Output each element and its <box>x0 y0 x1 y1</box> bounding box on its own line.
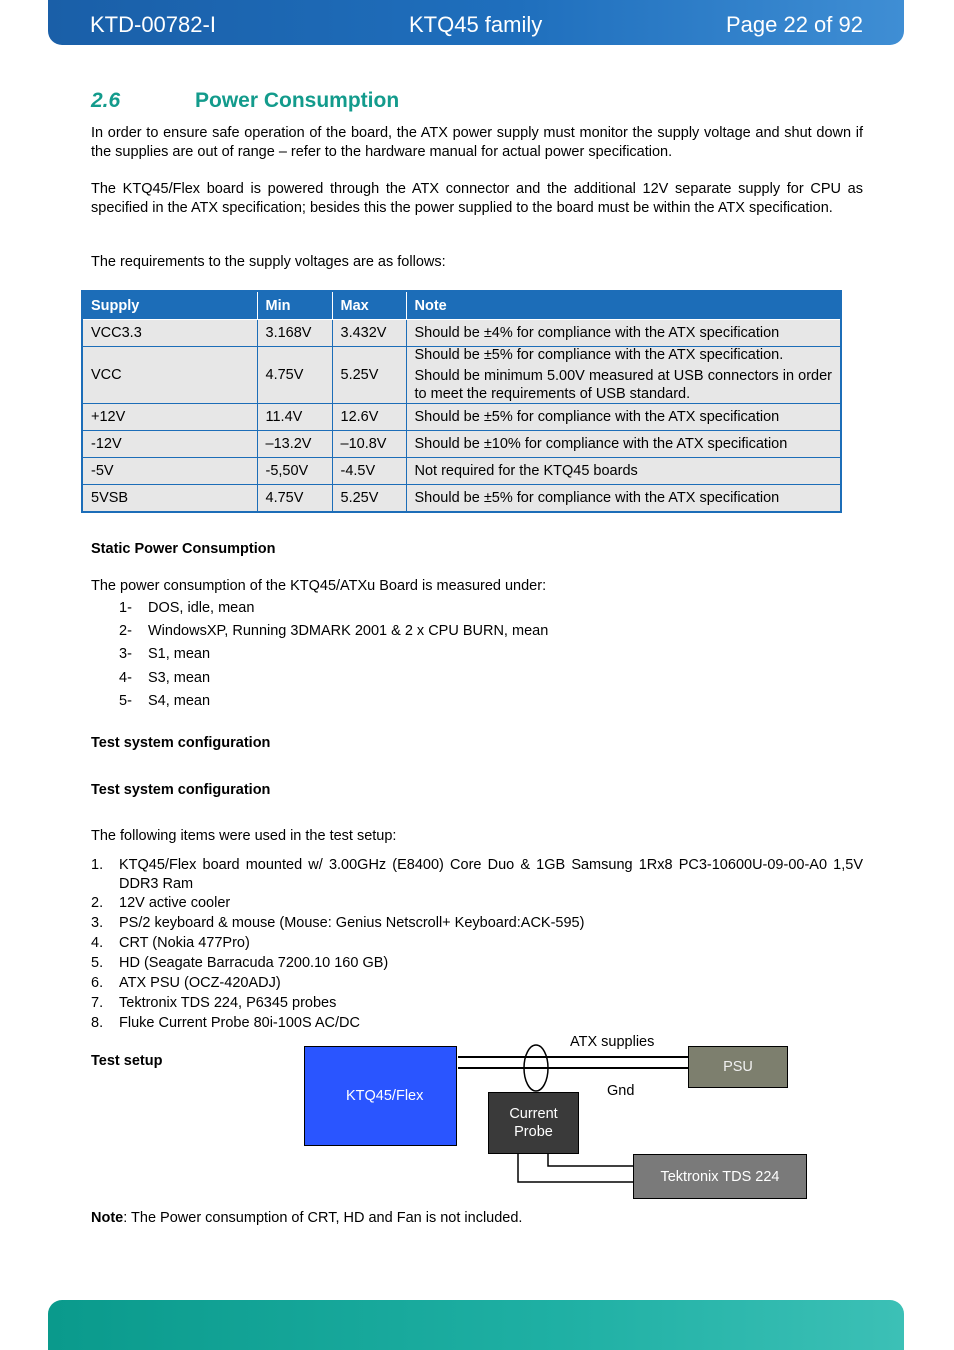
cell-note <box>406 347 841 404</box>
cell-max: 3.432V <box>332 320 406 347</box>
cell-note: Should be ±4% for compliance with the ATX specification <box>406 320 841 347</box>
item-text: S4, mean <box>148 693 211 709</box>
section-number: 2.6 <box>91 89 121 112</box>
note-text: : The Power consumption of CRT, HD and Fan is not included. <box>123 1210 523 1226</box>
test-config-intro: The following items were used in the test setup: <box>91 828 397 844</box>
item-number: 1. <box>91 857 104 873</box>
cell-note: Should be ±5% for compliance with the ATX specification <box>406 404 841 431</box>
cell-supply: VCC <box>82 347 257 404</box>
cell-max: 5.25V <box>332 485 406 513</box>
test-config-heading-1: Test system configuration <box>91 735 271 751</box>
supply-voltage-table <box>81 290 842 513</box>
item-number: 4- <box>119 670 132 686</box>
paragraph-1: In order to ensure safe operation of the board, the ATX power supply must monitor the supply voltage and shut down if the supplies are out of range – refer to the hardware manual for actual power specification. <box>91 125 863 160</box>
cell-note: Should be ±10% for compliance with the ATX specification <box>406 431 841 458</box>
cell-min: 11.4V <box>257 404 332 431</box>
gnd-label: Gnd <box>607 1083 635 1099</box>
psu-box: PSU <box>688 1046 788 1088</box>
probe-cable-2 <box>548 1154 633 1166</box>
static-intro: The power consumption of the KTQ45/ATXu Board is measured under: <box>91 578 547 594</box>
cell-max: –10.8V <box>332 431 406 458</box>
table-row <box>82 404 841 431</box>
table-header-row <box>82 291 841 320</box>
item-number: 7. <box>91 995 104 1011</box>
item-number: 5. <box>91 955 104 971</box>
item-text: WindowsXP, Running 3DMARK 2001 & 2 x CPU BURN, mean <box>148 623 549 639</box>
cell-min: –13.2V <box>257 431 332 458</box>
cell-max: 5.25V <box>332 347 406 404</box>
item-text: DOS, idle, mean <box>148 600 255 616</box>
table-row <box>82 458 841 485</box>
probe-cable-1 <box>518 1154 633 1182</box>
family-title: KTQ45 family <box>409 12 543 37</box>
cell-min: 4.75V <box>257 485 332 513</box>
cell-min: -5,50V <box>257 458 332 485</box>
item-number: 8. <box>91 1015 104 1031</box>
item-number: 6. <box>91 975 104 991</box>
table-row <box>82 485 841 513</box>
cell-min: 4.75V <box>257 347 332 404</box>
paragraph-3: The requirements to the supply voltages are as follows: <box>91 254 446 270</box>
item-number: 2. <box>91 895 104 911</box>
atx-supplies-label: ATX supplies <box>570 1034 655 1050</box>
cell-supply: -5V <box>82 458 257 485</box>
cell-note: Not required for the KTQ45 boards <box>406 458 841 485</box>
item-number: 3. <box>91 915 104 931</box>
header-supply: Supply <box>82 291 257 320</box>
table-row <box>82 431 841 458</box>
cell-max: -4.5V <box>332 458 406 485</box>
item-number: 3- <box>119 646 132 662</box>
header-min: Min <box>257 291 332 320</box>
cell-supply: +12V <box>82 404 257 431</box>
item-text: 12V active cooler <box>119 895 231 911</box>
note-line-1: Should be ±5% for compliance with the ATX specification. <box>414 347 784 363</box>
test-setup-diagram <box>300 1030 820 1205</box>
board-box: KTQ45/Flex <box>304 1046 457 1146</box>
note-label: Note <box>91 1210 124 1226</box>
header-note: Note <box>406 291 841 320</box>
cell-supply: VCC3.3 <box>82 320 257 347</box>
current-probe-box: Current Probe <box>488 1092 579 1154</box>
static-power-heading: Static Power Consumption <box>91 541 276 557</box>
section-heading <box>91 89 400 113</box>
item-text: Tektronix TDS 224, P6345 probes <box>119 995 337 1011</box>
footnote <box>91 1209 863 1228</box>
page-header <box>48 0 904 45</box>
page-number: Page 22 of 92 <box>725 12 863 37</box>
doc-id: KTD-00782-I <box>90 12 216 37</box>
item-text: KTQ45/Flex board mounted w/ 3.00GHz (E8400) Core Duo & 1GB Samsung 1Rx8 PC3-10600U-09-00-A0 1,5V DDR3 Ram <box>119 857 863 892</box>
item-text: ATX PSU (OCZ-420ADJ) <box>119 975 281 991</box>
item-number: 5- <box>119 693 132 709</box>
item-number: 4. <box>91 935 104 951</box>
page-footer <box>48 1300 904 1350</box>
paragraph-2: The KTQ45/Flex board is powered through the ATX connector and the additional 12V separate supply for CPU as specified in the ATX specification; besides this the power supplied to the board must be within the ATX specification. <box>91 181 863 216</box>
cell-note: Should be ±5% for compliance with the ATX specification <box>406 485 841 513</box>
item-text: HD (Seagate Barracuda 7200.10 160 GB) <box>119 955 389 971</box>
header-max: Max <box>332 291 406 320</box>
item-number: 2- <box>119 623 132 639</box>
table-row <box>82 320 841 347</box>
cell-supply: 5VSB <box>82 485 257 513</box>
table-row <box>82 347 841 404</box>
cell-min: 3.168V <box>257 320 332 347</box>
test-setup-heading: Test setup <box>91 1053 163 1069</box>
section-title: Power Consumption <box>195 89 400 112</box>
cell-supply: -12V <box>82 431 257 458</box>
item-text: CRT (Nokia 477Pro) <box>119 935 250 951</box>
cell-max: 12.6V <box>332 404 406 431</box>
scope-box: Tektronix TDS 224 <box>633 1154 807 1199</box>
item-text: PS/2 keyboard & mouse (Mouse: Genius Netscroll+ Keyboard:ACK-595) <box>119 915 585 931</box>
item-number: 1- <box>119 600 132 616</box>
item-text: S1, mean <box>148 646 211 662</box>
note-line-2: Should be minimum 5.00V measured at USB connectors in order to meet the requirements of USB standard. <box>414 368 832 402</box>
test-config-heading-2: Test system configuration <box>91 782 271 798</box>
item-text: Fluke Current Probe 80i-100S AC/DC <box>119 1015 360 1031</box>
item-text: S3, mean <box>148 670 211 686</box>
